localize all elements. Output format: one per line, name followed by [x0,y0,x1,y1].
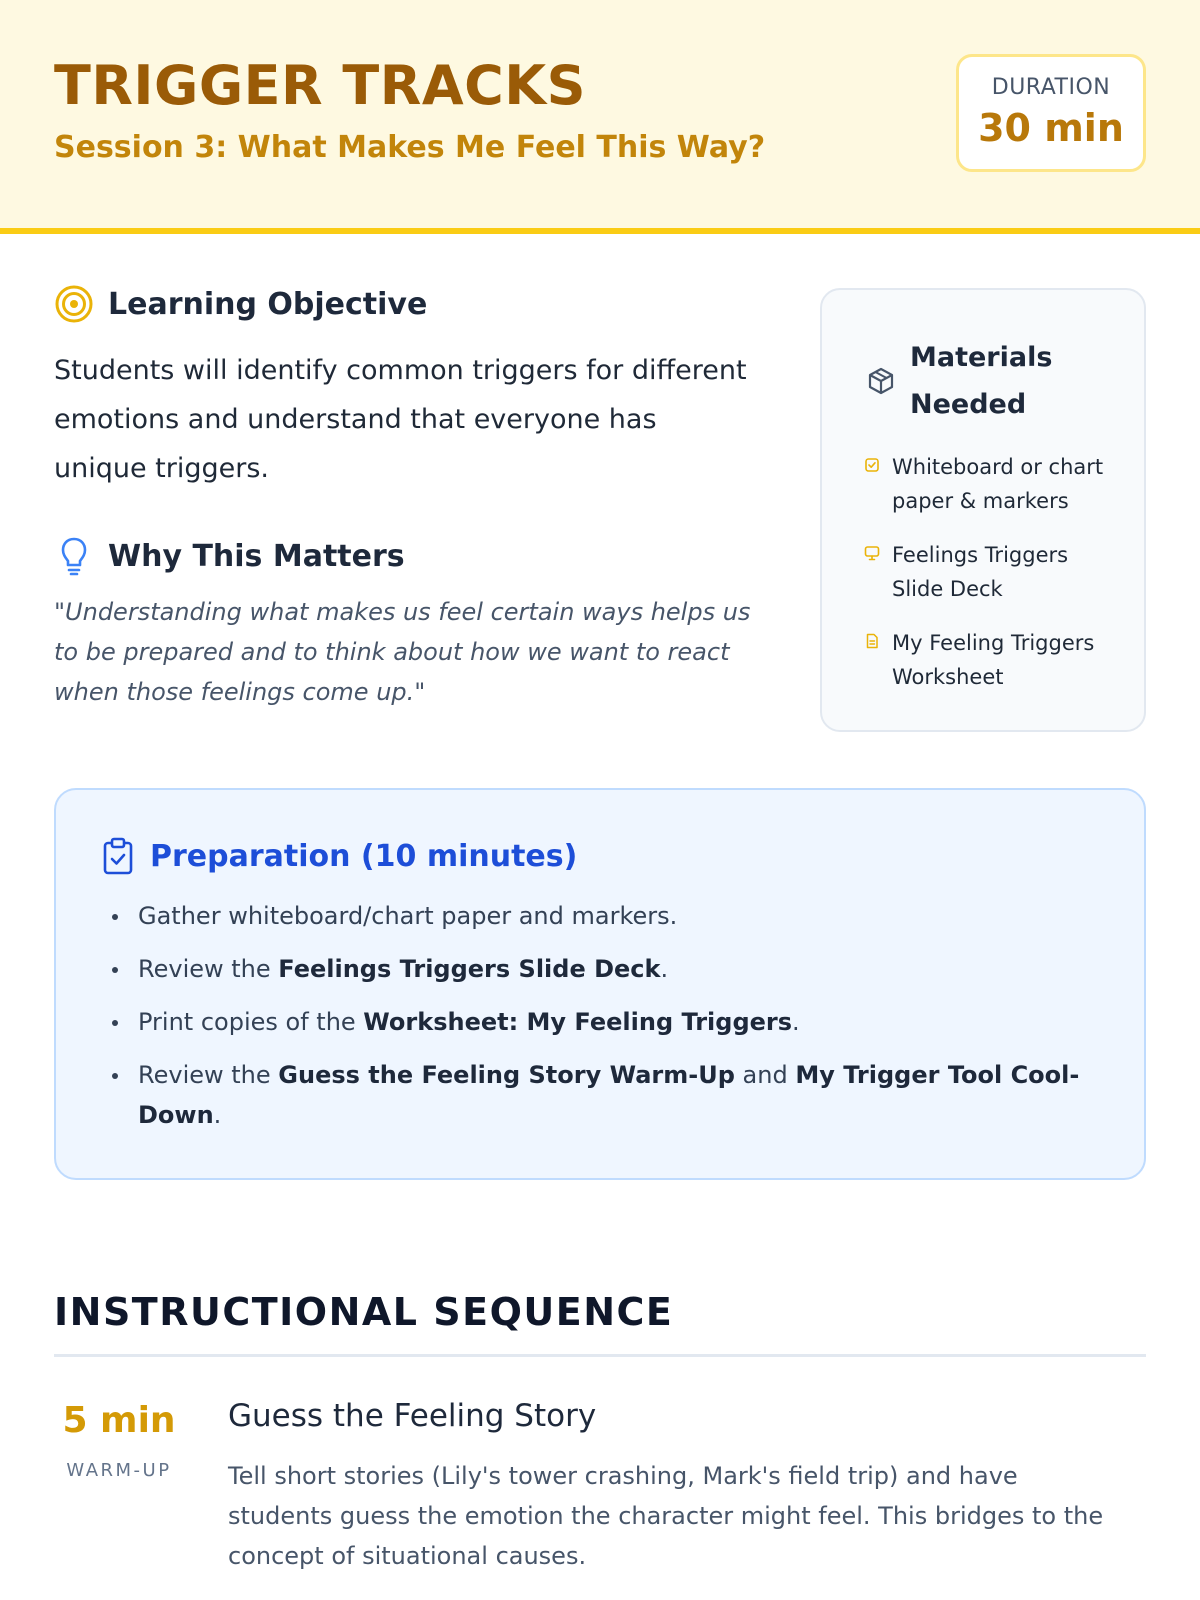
list-item [138,896,1098,936]
prep-bold-text: Feelings Triggers Slide Deck [278,955,661,983]
prep-text: . [792,1008,800,1036]
target-icon [54,284,94,324]
prep-text: Review the [138,1061,279,1089]
prep-bold-text: Worksheet: My Feeling Triggers [363,1008,793,1036]
list-item [138,1055,1098,1135]
materials-heading [864,334,1080,428]
materials-card [820,288,1146,732]
duration-value: 30 min [978,106,1124,150]
duration-label: DURATION [991,75,1111,100]
why-this-matters-title: Why This Matters [108,538,405,574]
list-item [864,626,1124,694]
why-this-matters-quote: "Understanding what makes us feel certain ways helps us to be prepared and to think about how we want to react when those feelings come up." [54,598,751,706]
lightbulb-icon [54,536,94,576]
presentation-icon [864,545,880,561]
list-item [864,538,1124,606]
prep-text: and [734,1061,796,1089]
list-item [138,1002,1098,1042]
learning-objective-text: Students will identify common triggers for different emotions and understand that everyone has unique triggers. [54,355,747,484]
preparation-list [138,896,1098,1148]
prep-text: Print copies of the [138,1008,364,1036]
prep-text: . [213,1101,222,1129]
page-title: TRIGGER TRACKS [54,54,586,117]
step-title: Guess the Feeling Story [228,1398,597,1434]
learning-objective-heading [54,284,427,324]
material-label: Whiteboard or chart paper & markers [892,455,1104,513]
materials-list [864,450,1124,714]
prep-bold-text: Guess the Feeling Story Warm-Up [278,1061,735,1089]
sequence-heading: INSTRUCTIONAL SEQUENCE [54,1290,674,1334]
material-label: Feelings Triggers Slide Deck [892,543,1069,601]
why-this-matters-heading [54,536,405,576]
prep-bold-text: My Trigger Tool Cool-Down [138,1061,1080,1129]
learning-objective-title: Learning Objective [108,286,428,322]
preparation-card [54,788,1146,1180]
preparation-heading [100,836,577,876]
step-phase: WARM-UP [66,1460,172,1481]
session-subtitle: Session 3: What Makes Me Feel This Way? [54,130,766,165]
check-square-icon [864,457,880,473]
list-item [138,949,1098,989]
prep-text: . [660,955,669,983]
list-item [864,450,1124,518]
clipboard-check-icon [100,836,136,876]
duration-card [956,54,1146,172]
step-duration: 5 min [62,1400,176,1441]
materials-title: Materials Needed [910,342,1053,420]
document-icon [864,633,880,649]
preparation-title: Preparation (10 minutes) [150,838,578,874]
prep-text: Review the [138,955,279,983]
session-header [0,0,1200,234]
step-description: Tell short stories (Lily's tower crashing, Mark's field trip) and have students guess the emotion the character might feel. This bridges to the concept of situational causes. [228,1462,1104,1570]
divider [54,1354,1146,1357]
prep-text: Gather whiteboard/chart paper and markers. [138,902,678,930]
material-label: My Feeling Triggers Worksheet [892,631,1095,689]
box-icon [864,364,898,398]
